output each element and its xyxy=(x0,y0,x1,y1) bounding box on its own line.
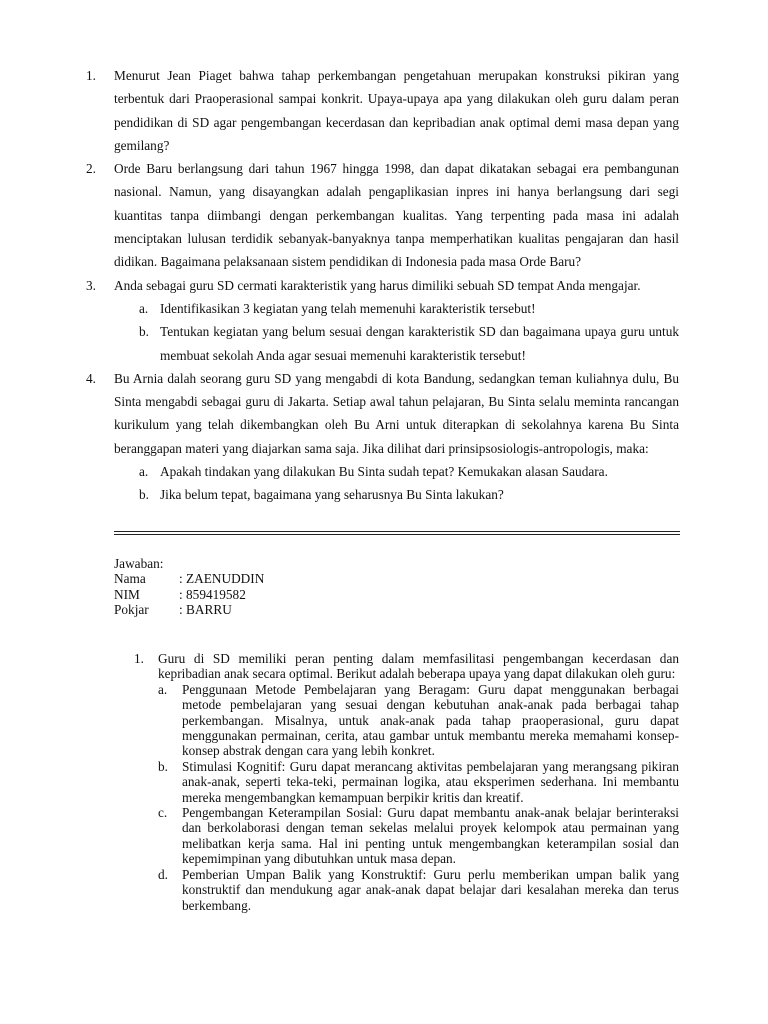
identity-value: : 859419582 xyxy=(179,586,246,602)
sub-question xyxy=(114,483,679,506)
question-number: 1. xyxy=(86,68,96,83)
sub-question xyxy=(114,320,679,367)
answer-point xyxy=(158,682,679,759)
question-text: Bu Arnia dalah seorang guru SD yang mengabdi di kota Bandung, sedangkan teman kuliahnya dulu, Bu Sinta mengabdi sebagai guru di Jakarta. Setiap awal tahun pelajaran, Bu Sinta selalu meminta rancangan kurikulum yang telah dikembangkan oleh Bu Arni untuk diterapkan di sekolahnya karena Bu Sinta beranggapan materi yang diajarkan sama saja. Jika dilihat dari prinsipsosiologis-antropologis, maka: xyxy=(114,370,679,456)
identity-row xyxy=(114,602,264,617)
question-number: 2. xyxy=(86,161,96,177)
answer-point xyxy=(158,759,679,805)
answer-heading: Jawaban: xyxy=(114,556,164,571)
question-number: 3. xyxy=(86,277,96,293)
sub-question-letter: a. xyxy=(139,300,149,316)
question-item xyxy=(86,274,679,367)
identity-value: : ZAENUDDIN xyxy=(179,571,265,587)
answer-point xyxy=(158,867,679,913)
identity-label: Pokjar xyxy=(114,602,149,618)
answer-point-text: Stimulasi Kognitif: Guru dapat merancang aktivitas pembelajaran yang merangsang pikiran anak-anak, seperti teka-teki, permainan logika, atau eksperimen sederhana. Ini membantu mereka mengembangkan kemampuan berpikir kritis dan kreatif. xyxy=(182,758,679,805)
answer-point-letter: d. xyxy=(158,866,168,882)
question-item xyxy=(86,367,679,507)
sub-question-text: Jika belum tepat, bagaimana yang seharusnya Bu Sinta lakukan? xyxy=(160,487,504,503)
answer-point xyxy=(158,805,679,867)
answer-list xyxy=(134,651,679,913)
identity-label: Nama xyxy=(114,571,146,587)
answer-point-letter: c. xyxy=(158,805,168,821)
sub-question xyxy=(114,297,679,320)
question-text: Anda sebagai guru SD cermati karakteristik yang harus dimiliki sebuah SD tempat Anda mengajar. xyxy=(114,277,641,293)
answer-point-text: Pengembangan Keterampilan Sosial: Guru dapat membantu anak-anak belajar berinteraksi dan berkolaborasi dengan teman sekelas melalui proyek kelompok atau permainan yang melibatkan kerja sama. Hal ini penting untuk mengembangkan keterampilan sosial dan kepemimpinan yang dibutuhkan untuk masa depan. xyxy=(182,805,679,867)
question-text: Menurut Jean Piaget bahwa tahap perkembangan pengetahuan merupakan konstruksi pikiran yang terbentuk dari Praoperasional sampai konkrit. Upaya-upaya apa yang dilakukan oleh guru dalam peran pendidikan di SD agar pengembangan kecerdasan dan kepribadian anak optimal demi masa depan yang gemilang? xyxy=(114,68,679,153)
question-item xyxy=(86,64,679,157)
sub-question-text: Apakah tindakan yang dilakukan Bu Sinta sudah tepat? Kemukakan alasan Saudara. xyxy=(160,464,608,480)
answer-point-letter: b. xyxy=(158,758,168,774)
identity-row xyxy=(114,587,264,602)
question-item xyxy=(86,157,679,273)
sub-question-letter: a. xyxy=(139,464,149,480)
answer-item xyxy=(134,651,679,913)
sub-question-letter: b. xyxy=(139,487,149,503)
question-list xyxy=(86,64,679,507)
identity-label: NIM xyxy=(114,586,140,602)
section-divider xyxy=(114,531,680,535)
sub-question-text: Tentukan kegiatan yang belum sesuai dengan karakteristik SD dan bagaimana upaya guru untuk membuat sekolah Anda agar sesuai memenuhi karakteristik tersebut! xyxy=(160,324,679,363)
question-text: Orde Baru berlangsung dari tahun 1967 hingga 1998, dan dapat dikatakan sebagai era pembangunan nasional. Namun, yang disayangkan adalah pengaplikasian inpres ini hanya berlangsung dari segi kuantitas tanpa diimbangi dengan perkembangan kualitas. Yang terpenting pada masa ini adalah menciptakan lulusan terdidik sebanyak-banyaknya tanpa memperhatikan kualitas pengajaran dan hasil didikan. Bagaimana pelaksanaan sistem pendidikan di Indonesia pada masa Orde Baru? xyxy=(114,161,679,270)
answer-point-letter: a. xyxy=(158,681,168,697)
answer-point-text: Pemberian Umpan Balik yang Konstruktif: Guru perlu memberikan umpan balik yang konstruktif dan mendukung agar anak-anak dapat belajar dari kesalahan mereka dan terus berkembang. xyxy=(182,866,679,913)
sub-question xyxy=(114,460,679,483)
answer-text: Guru di SD memiliki peran penting dalam memfasilitasi pengembangan kecerdasan dan kepribadian anak secara optimal. Berikut adalah beberapa upaya yang dapat dilakukan oleh guru: xyxy=(158,651,679,682)
identity-block xyxy=(114,556,264,618)
answer-point-text: Penggunaan Metode Pembelajaran yang Beragam: Guru dapat menggunakan berbagai metode pembelajaran yang sesuai dengan kebutuhan anak-anak pada berbagai tahap perkembangan. Misalnya, untuk anak-anak pada tahap praoperasional, guru dapat menggunakan permainan, cerita, atau gambar untuk membantu mereka memahami konsep-konsep abstrak dengan cara yang lebih konkret. xyxy=(182,681,679,759)
identity-row xyxy=(114,571,264,586)
answer-number: 1. xyxy=(134,651,144,666)
identity-value: : BARRU xyxy=(179,602,232,618)
question-number: 4. xyxy=(86,370,96,386)
sub-question-letter: b. xyxy=(139,324,149,340)
sub-question-text: Identifikasikan 3 kegiatan yang telah memenuhi karakteristik tersebut! xyxy=(160,300,536,316)
